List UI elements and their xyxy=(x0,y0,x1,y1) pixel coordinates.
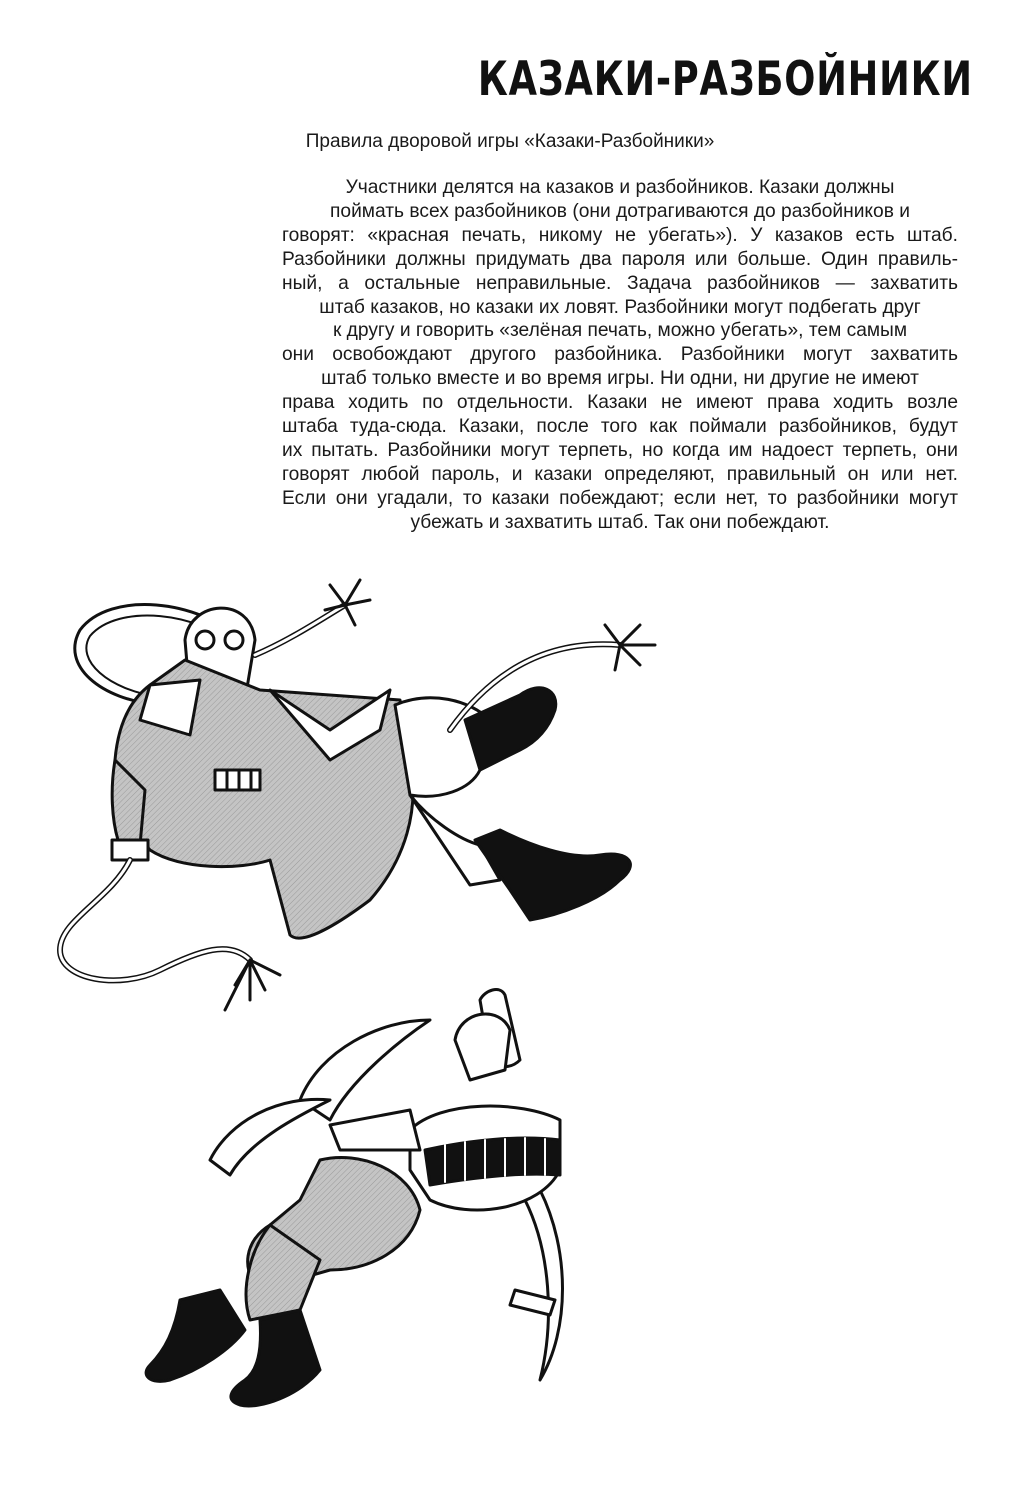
rules-line: их пытать. Разбойники могут терпеть, но когда им надоест терпеть, они xyxy=(282,439,958,461)
rules-line: штаба туда-сюда. Казаки, после того как поймали разбойников, будут xyxy=(282,416,958,438)
cossack-figure-sabre xyxy=(146,990,562,1406)
whip xyxy=(60,860,250,980)
rules-line: к другу и говорить «зелёная печать, можно убегать», тем самым xyxy=(332,320,908,342)
rules-line: штаб только вместе и во время игры. Ни одни, ни другие не имеют xyxy=(321,368,919,390)
rules-line: поймать всех разбойников (они дотрагиваются до разбойников и xyxy=(330,200,910,222)
boot xyxy=(475,830,630,920)
rules-line: говорят любой пароль, и казаки определяют, правильный он или нет. xyxy=(282,463,958,485)
rules-line: они освобождают другого разбойника. Разбойники могут захватить xyxy=(282,344,958,366)
rules-line: Разбойники должны придумать два пароля или больше. Один правиль- xyxy=(282,248,958,270)
rules-line: права ходить по отдельности. Казаки не имеют права ходить возле xyxy=(282,392,958,414)
sabre xyxy=(525,1190,563,1380)
page-title: КАЗАКИ-РАЗБОЙНИКИ xyxy=(477,52,973,107)
rules-line: ный, а остальные неправильные. Задача разбойников — захватить xyxy=(282,272,958,294)
claw xyxy=(225,960,280,1010)
rules-line: говорят: «красная печать, никому не убегать»). У казаков есть штаб. xyxy=(282,224,958,246)
boot xyxy=(146,1290,245,1381)
sabre xyxy=(210,1099,330,1175)
rules-line: штаб казаков, но казаки их ловят. Разбойники могут подбегать друг xyxy=(319,296,921,318)
rules-line: Если они угадали, то казаки побеждают; если нет, то разбойники могут xyxy=(282,487,958,509)
rules-line: убежать и захватить штаб. Так они побеждают. xyxy=(410,511,830,533)
cossack-figure-whip xyxy=(60,580,655,1010)
claw xyxy=(325,580,370,625)
subtitle: Правила дворовой игры «Казаки-Разбойники» xyxy=(305,131,715,152)
boot xyxy=(231,1310,320,1406)
rules-line: Участники делятся на казаков и разбойников. Казаки должны xyxy=(345,177,895,198)
